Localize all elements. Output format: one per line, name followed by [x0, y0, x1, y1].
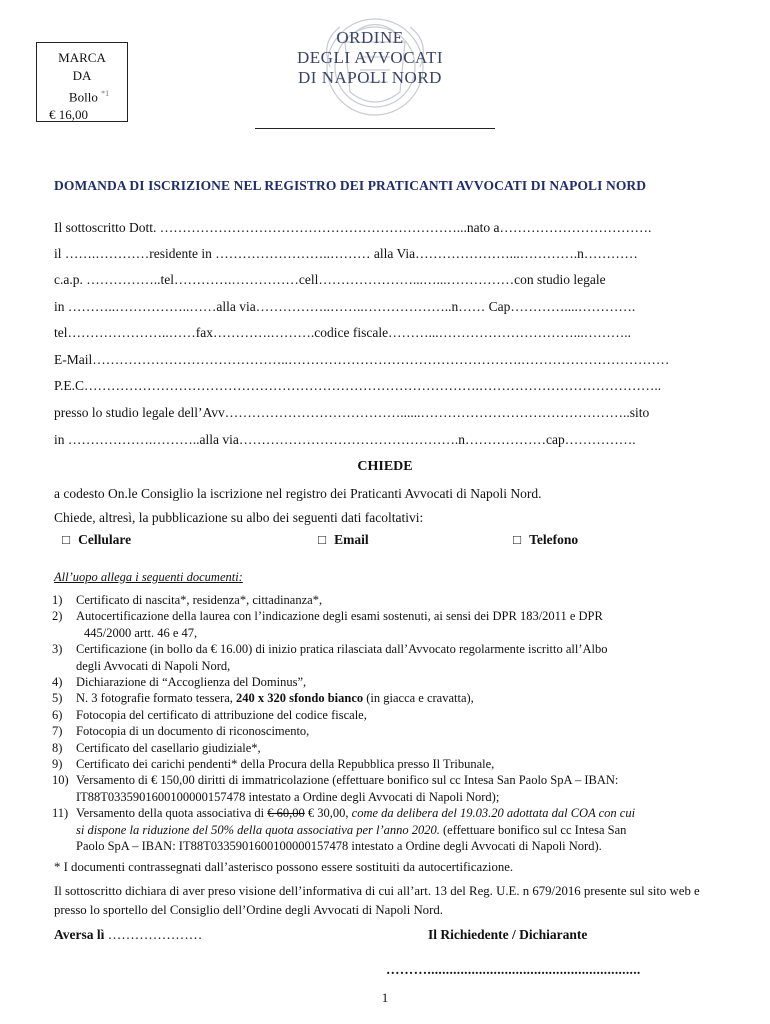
list-item: 4) Dichiarazione di “Accoglienza del Dominus”,	[52, 675, 307, 690]
list-item: 10) Versamento di € 150,00 diritti di immatricolazione (effettuare bonifico sul cc Intesa San Paolo SpA – IBAN: IT88T0335901600100000157478 intestato a Ordine degli Avvocati di Napoli Nord);	[52, 773, 619, 804]
request-text: a codesto On.le Consiglio la iscrizione nel registro dei Praticanti Avvocati di Napoli Nord.	[54, 486, 542, 501]
stamp-footnote-mark: *1	[101, 89, 110, 98]
header-line-2: DEGLI AVVOCATI	[297, 48, 443, 67]
stamp-line-2: DA	[72, 68, 92, 83]
form-line-email[interactable]: E-Mail……………………………………..…………………………………………….……………………………	[54, 352, 670, 367]
header-line-3: DI NAPOLI NORD	[298, 68, 442, 87]
privacy-declaration: Il sottoscritto dichiara di aver preso visione dell’informativa di cui all’art. 13 del Reg. U.E. n 679/2016 presente sul sito web e presso lo sportello del Consiglio dell’Ordine degli Avvocati di Napoli Nord.	[54, 884, 700, 917]
option-telefono[interactable]	[513, 532, 578, 548]
option-telefono-label: Telefono	[529, 532, 579, 547]
form-line-office-address[interactable]: in ……………….………..alla via………………………………………….n………………cap…………….	[54, 432, 636, 447]
stamp-line-3: Bollo $^{*1}$	[68, 89, 110, 105]
checkbox-icon[interactable]: □	[318, 532, 327, 547]
checkbox-icon[interactable]: □	[513, 532, 522, 547]
form-line-law-office[interactable]: presso lo studio legale dell’Avv…………………………………......………………………………………..sito	[54, 405, 650, 420]
chiede-heading: CHIEDE	[357, 459, 413, 474]
header-line-1: ORDINE	[336, 28, 404, 47]
list-item: 8) Certificato del casellario giudiziale*,	[52, 740, 261, 755]
form-line-pec[interactable]: P.E.C…………………………………………………………………………….…………………………………..	[54, 378, 662, 393]
list-item: 3) Certificazione (in bollo da € 16.00) di inizio pratica rilasciata dall’Avvocato regolarmente iscritto all’Albo degli Avvocati di Napoli Nord,	[52, 642, 608, 673]
form-line-cap-phone[interactable]: c.a.p. ……………..tel………….……………cell…………………...…...……………con studio legale	[54, 272, 606, 287]
place-date-line[interactable]: Aversa lì …………………	[54, 927, 203, 942]
revenue-stamp-box	[36, 42, 128, 122]
form-line-residence[interactable]: il …….…………residente in ……………………..……… alla Via…………………...………….n…………	[54, 246, 638, 261]
signatory-label: Il Richiedente / Dichiarante	[428, 927, 588, 942]
list-item: 6) Fotocopia del certificato di attribuzione del codice fiscale,	[52, 707, 367, 722]
signature-line[interactable]: ………..........................................................	[386, 962, 641, 977]
list-item: 1) Certificato di nascita*, residenza*, cittadinanza*,	[52, 593, 323, 607]
optional-data-text: Chiede, altresì, la pubblicazione su albo dei seguenti dati facoltativi:	[54, 510, 424, 525]
option-cellulare[interactable]	[62, 532, 131, 548]
stamp-line-1: MARCA	[58, 50, 106, 65]
option-cellulare-label: Cellulare	[78, 532, 132, 547]
stamp-line-4: € 16,00	[49, 107, 88, 123]
list-item: 7) Fotocopia di un documento di riconoscimento,	[52, 724, 310, 739]
form-line-studio-address[interactable]: in ………..……………..……alla via……………..……..………………..n…… Cap…………....………….	[54, 299, 636, 314]
option-email[interactable]	[318, 532, 369, 548]
attachments-list	[52, 592, 712, 855]
asterisk-note: * I documenti contrassegnati dall’asterisco possono essere sostituiti da autocertificazione.	[54, 860, 514, 874]
form-line-tel-fax-cf[interactable]: tel…………………..……fax………….……….codice fiscale………...…………………………...………..	[54, 325, 632, 340]
page-number: 1	[381, 990, 389, 1005]
form-line-name[interactable]: Il sottoscritto Dott. …………………………………………………………...nato a…………………………….	[54, 220, 652, 235]
form-title: DOMANDA DI ISCRIZIONE NEL REGISTRO DEI PRATICANTI AVVOCATI DI NAPOLI NORD	[54, 178, 647, 193]
list-item: 9) Certificato dei carichi pendenti* della Procura della Repubblica presso Il Tribunale,	[52, 757, 495, 772]
checkbox-icon[interactable]: □	[62, 532, 71, 547]
bar-association-header	[250, 28, 490, 88]
attachments-title: All’uopo allega i seguenti documenti:	[54, 570, 243, 584]
option-email-label: Email	[334, 532, 369, 547]
list-item: 5) N. 3 fotografie formato tessera, 240 x 320 sfondo bianco (in giacca e cravatta),	[52, 691, 474, 706]
header-divider	[255, 128, 495, 129]
list-item: 2) Autocertificazione della laurea con l’indicazione degli esami sostenuti, ai sensi dei DPR 183/2011 e DPR 445/2000 artt. 46 e 47,	[52, 609, 603, 640]
list-item: 11) Versamento della quota associativa di € 60,00 € 30,00, come da delibera del 19.03.20 adottata dal COA con cui si dispone la riduzione del 50% della quota associativa per l’anno 2020. (effettuare bonifico sul cc Intesa San Paolo SpA – IBAN: IT88T0335901600100000157478 intestato a Ordine degli Avvocati di Napoli Nord).	[52, 806, 636, 854]
